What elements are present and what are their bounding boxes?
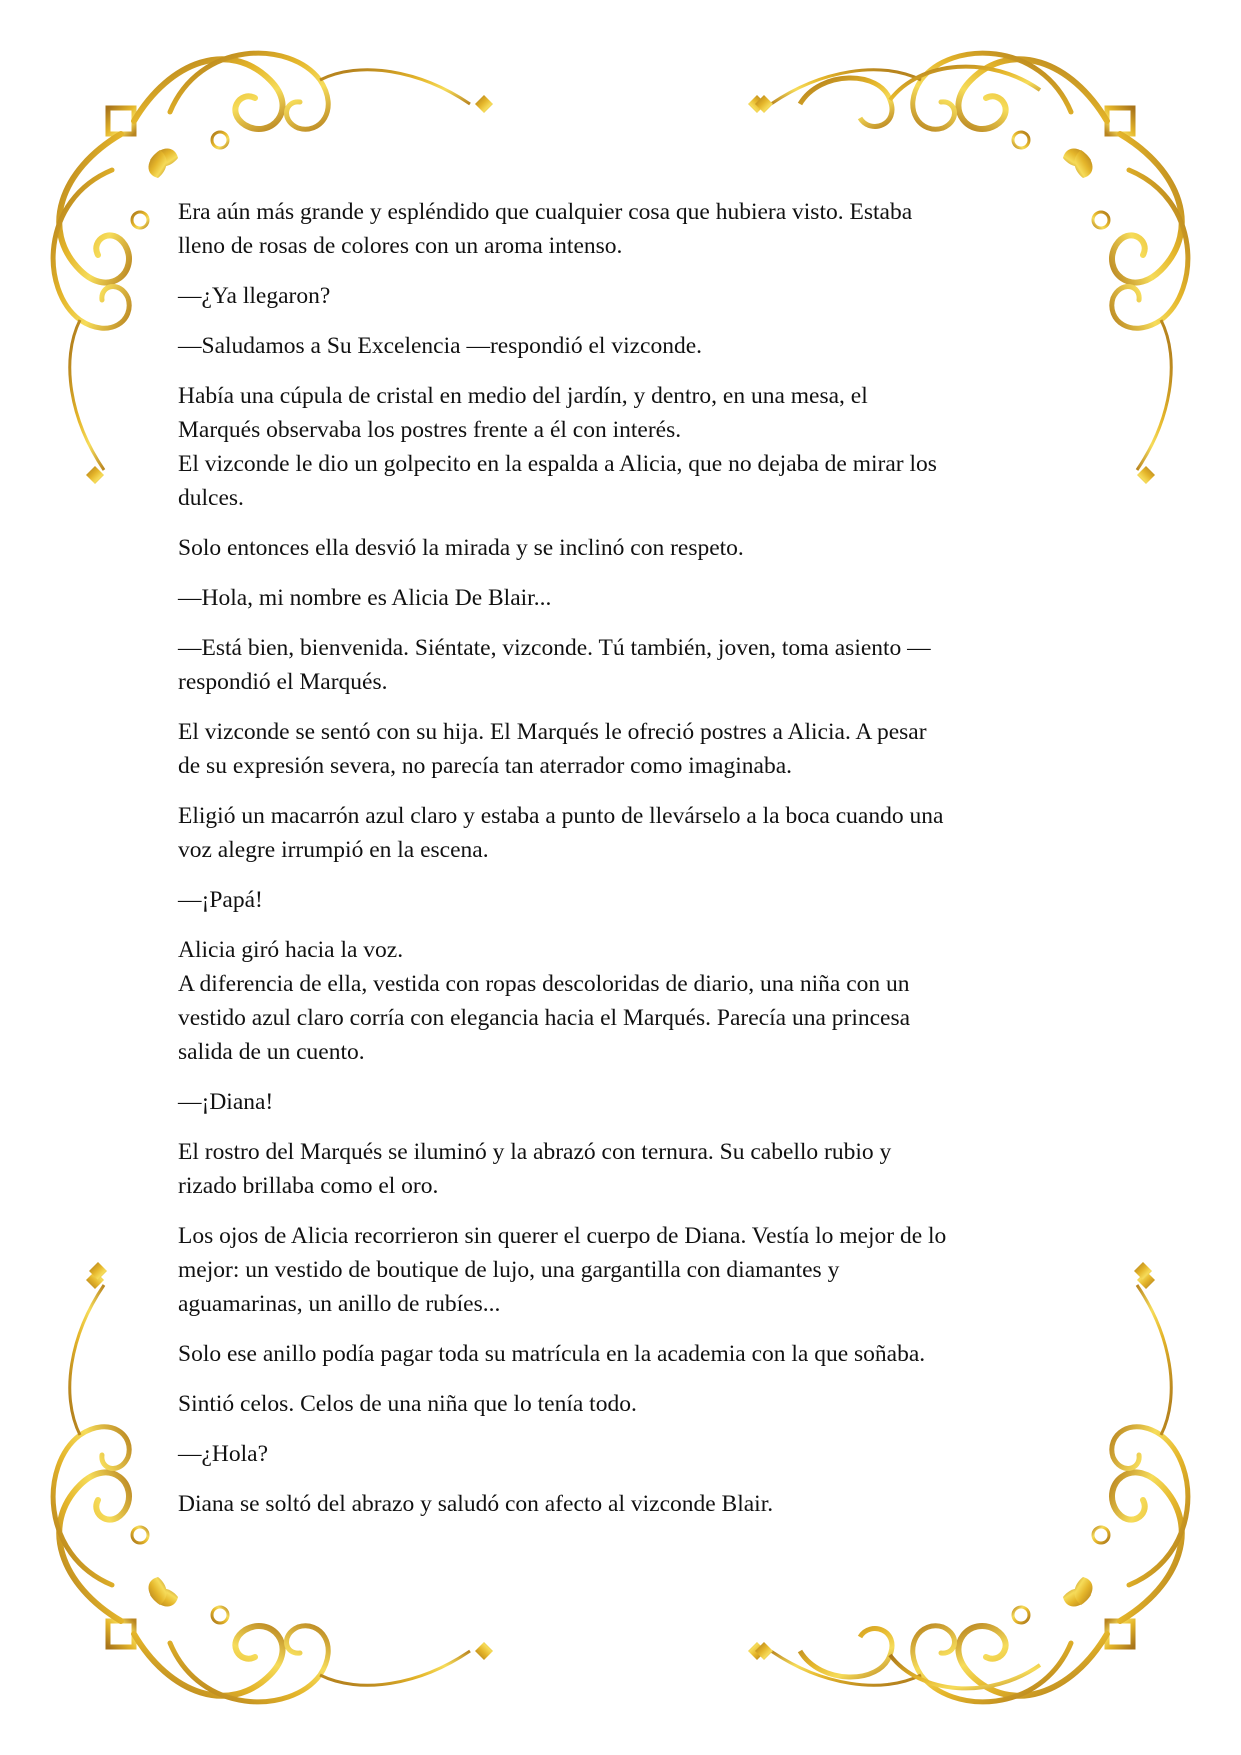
text-line: vestido azul claro corría con elegancia hacia el Marqués. Parecía una princesa <box>178 1005 911 1031</box>
story-paragraph <box>178 1437 1078 1471</box>
text-line: Solo ese anillo podía pagar toda su matrícula en la academia con la que soñaba. <box>178 1341 926 1367</box>
story-paragraph <box>178 581 1078 615</box>
text-line: —¿Hola? <box>178 1441 269 1467</box>
text-line: A diferencia de ella, vestida con ropas descoloridas de diario, una niña con un <box>178 971 910 997</box>
text-line: lleno de rosas de colores con un aroma intenso. <box>178 233 623 259</box>
text-line: respondió el Marqués. <box>178 669 388 695</box>
text-line: Solo entonces ella desvió la mirada y se inclinó con respeto. <box>178 535 744 561</box>
story-text <box>178 195 1078 1537</box>
text-line: dulces. <box>178 485 244 511</box>
story-paragraph <box>178 531 1078 565</box>
story-paragraph <box>178 631 1078 699</box>
text-line: El rostro del Marqués se iluminó y la abrazó con ternura. Su cabello rubio y <box>178 1139 892 1165</box>
story-paragraph <box>178 1219 1078 1321</box>
text-line: —Saludamos a Su Excelencia —respondió el vizconde. <box>178 333 703 359</box>
text-line: El vizconde le dio un golpecito en la espalda a Alicia, que no dejaba de mirar los <box>178 451 937 477</box>
text-line: —¡Diana! <box>178 1089 274 1115</box>
text-line: rizado brillaba como el oro. <box>178 1173 439 1199</box>
text-line: —Está bien, bienvenida. Siéntate, vizconde. Tú también, joven, toma asiento — <box>178 635 931 661</box>
story-paragraph <box>178 1135 1078 1203</box>
text-line: Marqués observaba los postres frente a él con interés. <box>178 417 682 443</box>
story-paragraph <box>178 1085 1078 1119</box>
text-line: Los ojos de Alicia recorrieron sin querer el cuerpo de Diana. Vestía lo mejor de lo <box>178 1223 947 1249</box>
story-paragraph <box>178 195 1078 263</box>
story-paragraph <box>178 933 1078 1069</box>
text-line: Era aún más grande y espléndido que cualquier cosa que hubiera visto. Estaba <box>178 199 913 225</box>
story-paragraph <box>178 279 1078 313</box>
text-line: salida de un cuento. <box>178 1039 365 1065</box>
text-line: Sintió celos. Celos de una niña que lo tenía todo. <box>178 1391 637 1417</box>
story-paragraph <box>178 715 1078 783</box>
story-paragraph <box>178 329 1078 363</box>
story-paragraph <box>178 379 1078 515</box>
text-line: Alicia giró hacia la voz. <box>178 937 404 963</box>
story-paragraph <box>178 883 1078 917</box>
text-line: aguamarinas, un anillo de rubíes... <box>178 1291 501 1317</box>
text-line: voz alegre irrumpió en la escena. <box>178 837 489 863</box>
text-line: —Hola, mi nombre es Alicia De Blair... <box>178 585 552 611</box>
text-line: mejor: un vestido de boutique de lujo, una gargantilla con diamantes y <box>178 1257 840 1283</box>
text-line: El vizconde se sentó con su hija. El Marqués le ofreció postres a Alicia. A pesar <box>178 719 927 745</box>
text-line: —¿Ya llegaron? <box>178 283 331 309</box>
story-paragraph <box>178 799 1078 867</box>
story-paragraph <box>178 1387 1078 1421</box>
text-line: Diana se soltó del abrazo y saludó con afecto al vizconde Blair. <box>178 1491 774 1517</box>
text-line: de su expresión severa, no parecía tan aterrador como imaginaba. <box>178 753 792 779</box>
story-paragraph <box>178 1337 1078 1371</box>
story-paragraph <box>178 1487 1078 1521</box>
text-line: Había una cúpula de cristal en medio del jardín, y dentro, en una mesa, el <box>178 383 868 409</box>
text-line: —¡Papá! <box>178 887 263 913</box>
text-line: Eligió un macarrón azul claro y estaba a punto de llevárselo a la boca cuando una <box>178 803 944 829</box>
